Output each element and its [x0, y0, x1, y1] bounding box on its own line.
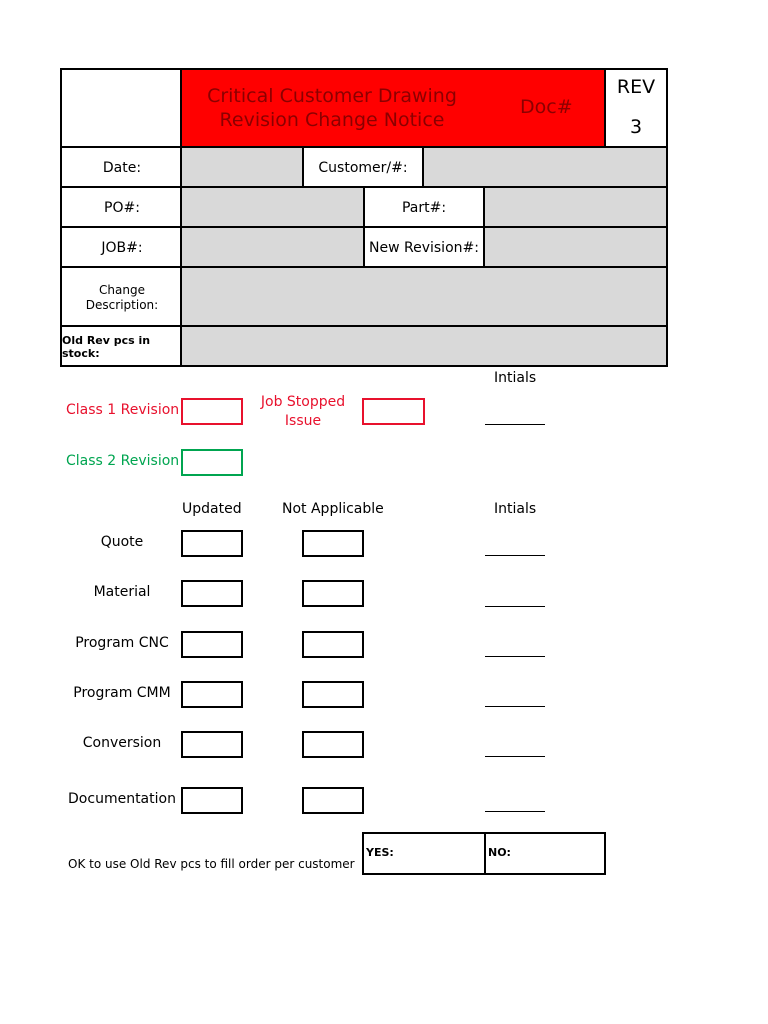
table-line — [60, 325, 668, 327]
initials-line[interactable] — [485, 756, 545, 757]
table-line — [604, 68, 606, 148]
class-initials-line[interactable] — [485, 424, 545, 425]
updated-checkbox[interactable] — [181, 731, 243, 758]
initials-label-top: Intials — [494, 370, 537, 386]
part-field[interactable] — [485, 188, 666, 228]
no-cell[interactable] — [484, 832, 606, 875]
date-label: Date: — [102, 160, 142, 176]
checklist-row-label: Conversion — [82, 735, 162, 751]
old-rev-stock-field[interactable] — [182, 327, 666, 367]
po-field[interactable] — [182, 188, 363, 228]
initials-line[interactable] — [485, 555, 545, 556]
not-applicable-checkbox[interactable] — [302, 580, 364, 607]
ok-to-use-text: OK to use Old Rev pcs to fill order per customer — [68, 857, 355, 871]
updated-checkbox[interactable] — [181, 530, 243, 557]
table-line — [363, 188, 365, 268]
table-border-bottom — [60, 365, 668, 367]
initials-line[interactable] — [485, 706, 545, 707]
updated-checkbox[interactable] — [181, 787, 243, 814]
class2-label: Class 2 Revision — [66, 453, 180, 469]
job-field[interactable] — [182, 228, 363, 268]
table-border-right — [666, 68, 668, 367]
change-description-label: Change Description: — [85, 282, 159, 312]
initials-line[interactable] — [485, 811, 545, 812]
checklist-row-label: Program CNC — [75, 635, 169, 651]
job-label: JOB#: — [101, 240, 143, 256]
not-applicable-checkbox[interactable] — [302, 530, 364, 557]
updated-checkbox[interactable] — [181, 631, 243, 658]
checklist-row-label: Documentation — [68, 791, 176, 807]
customer-label: Customer/#: — [318, 160, 408, 176]
checklist-row-label: Material — [93, 584, 151, 600]
yes-cell[interactable] — [362, 832, 486, 875]
change-description-field[interactable] — [182, 268, 666, 327]
not-applicable-checkbox[interactable] — [302, 681, 364, 708]
updated-header: Updated — [182, 501, 242, 517]
table-border-left — [60, 68, 62, 367]
checklist-row-label: Quote — [100, 534, 144, 550]
job-stopped-label: Job Stopped Issue — [260, 394, 346, 429]
old-rev-stock-label: Old Rev pcs in stock: — [62, 334, 151, 360]
no-label: NO: — [488, 846, 511, 859]
initials-line[interactable] — [485, 656, 545, 657]
initials-header: Intials — [494, 501, 537, 517]
table-border-top — [60, 68, 668, 70]
rev-label: REV — [616, 76, 656, 98]
new-revision-label: New Revision#: — [369, 240, 479, 256]
table-line — [180, 68, 182, 367]
po-label: PO#: — [104, 200, 140, 216]
not-applicable-checkbox[interactable] — [302, 731, 364, 758]
updated-checkbox[interactable] — [181, 681, 243, 708]
class1-checkbox[interactable] — [181, 398, 243, 425]
class1-label: Class 1 Revision — [66, 402, 180, 418]
not-applicable-checkbox[interactable] — [302, 631, 364, 658]
customer-field[interactable] — [424, 148, 666, 188]
initials-line[interactable] — [485, 606, 545, 607]
new-revision-field[interactable] — [485, 228, 666, 268]
class2-checkbox[interactable] — [181, 449, 243, 476]
part-label: Part#: — [401, 200, 447, 216]
title-line-1: Critical Customer Drawing — [207, 85, 457, 107]
table-line — [483, 188, 485, 268]
table-line — [302, 148, 304, 188]
date-field[interactable] — [182, 148, 302, 188]
doc-label: Doc# — [520, 96, 573, 118]
updated-checkbox[interactable] — [181, 580, 243, 607]
table-line — [60, 146, 668, 148]
job-stopped-checkbox[interactable] — [362, 398, 425, 425]
title-line-2: Revision Change Notice — [219, 109, 445, 131]
not-applicable-header: Not Applicable — [282, 501, 384, 517]
checklist-row-label: Program CMM — [73, 685, 171, 701]
header-title — [182, 84, 482, 132]
rev-value: 3 — [629, 116, 643, 138]
not-applicable-checkbox[interactable] — [302, 787, 364, 814]
yes-label: YES: — [366, 846, 394, 859]
table-line — [422, 148, 424, 188]
